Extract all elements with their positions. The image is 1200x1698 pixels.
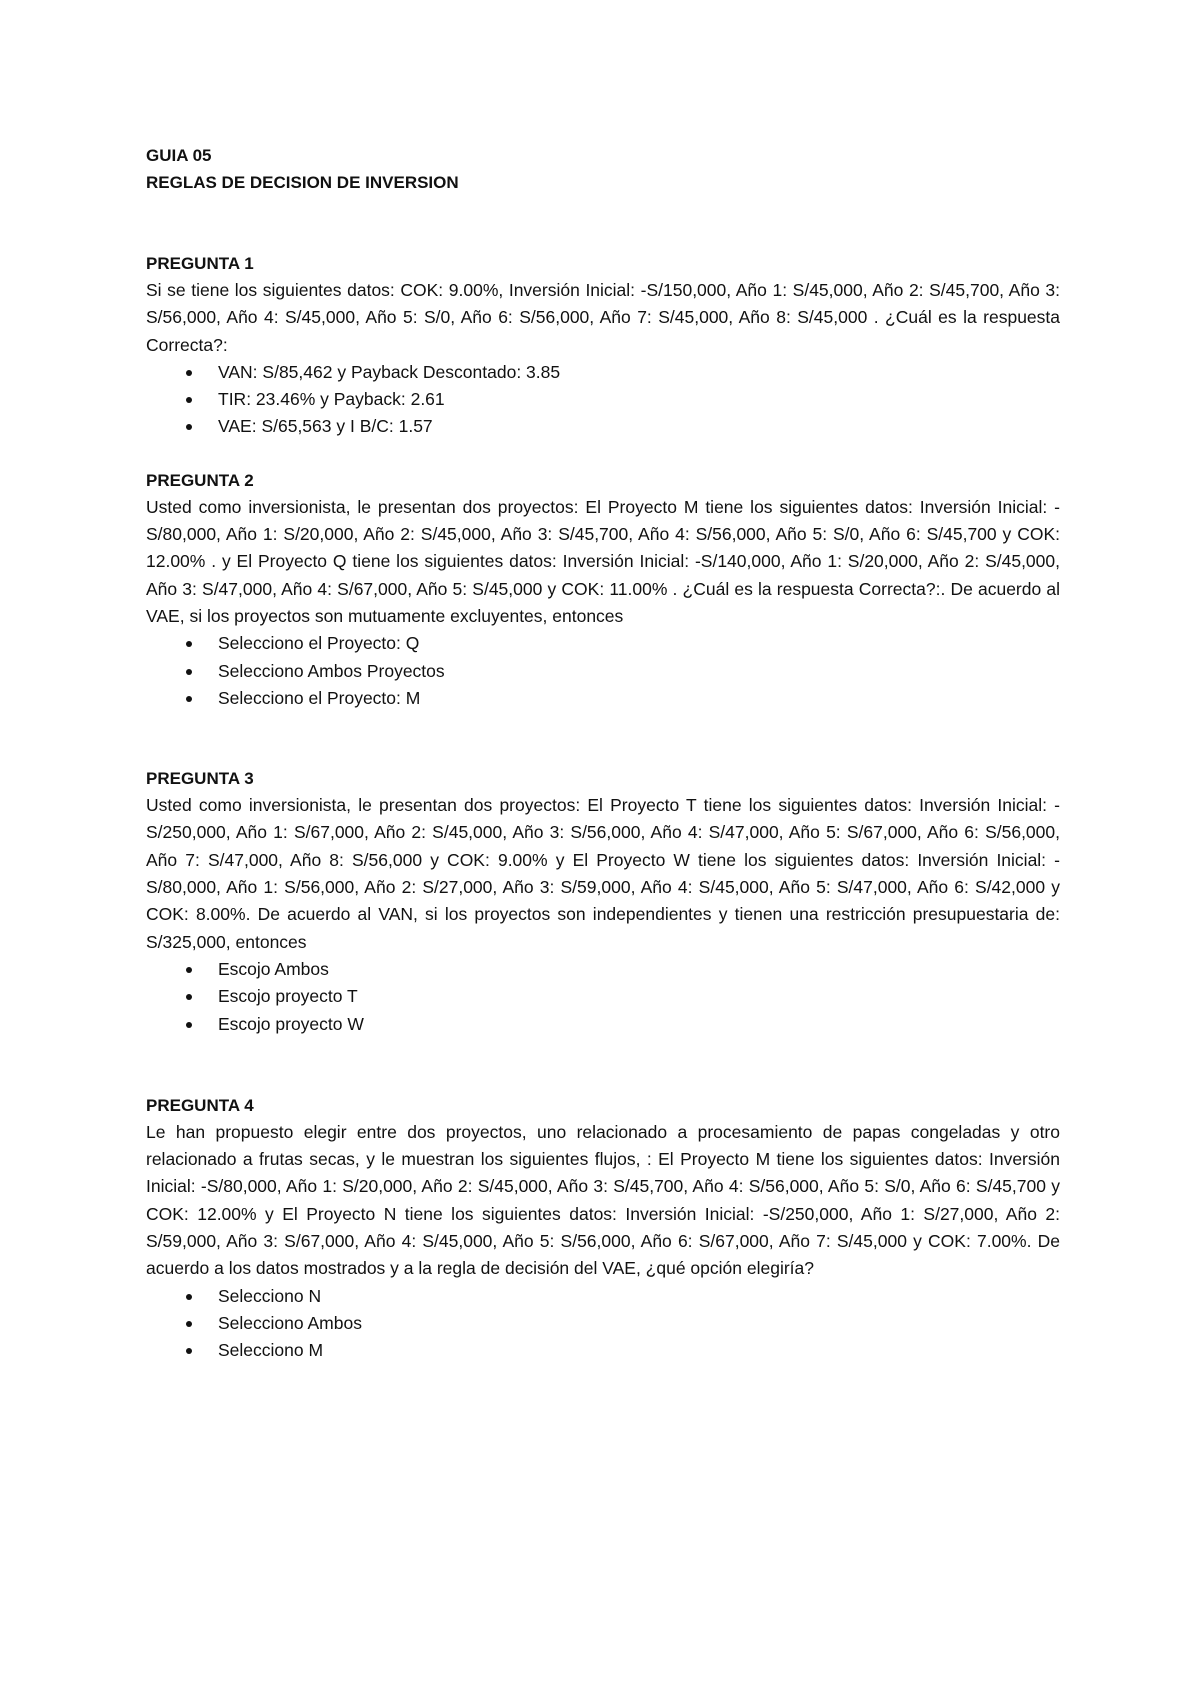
bullet-icon xyxy=(186,1348,192,1354)
question-title: PREGUNTA 4 xyxy=(146,1095,254,1115)
question-text: Si se tiene los siguientes datos: COK: 9.00%, Inversión Inicial: -S/150,000, Año 1: S/45,000, Año 2: S/45,700, Año 3: S/56,000, Año 4: S/45,000, Año 5: S/0, Año 6: S/56,000, Año 7: S/45,000, Año 8: S/45,000 . ¿Cuál es la respuesta Correcta?: xyxy=(146,280,1060,355)
bullet-icon xyxy=(186,994,192,1000)
question-3 xyxy=(146,765,1060,1038)
option-item xyxy=(146,1011,1060,1038)
option-label: TIR: 23.46% y Payback: 2.61 xyxy=(218,389,445,410)
bullet-icon xyxy=(186,397,192,403)
bullet-icon xyxy=(186,1022,192,1028)
bullet-icon xyxy=(186,641,192,647)
bullet-icon xyxy=(186,696,192,702)
question-text: Usted como inversionista, le presentan dos proyectos: El Proyecto M tiene los siguientes datos: Inversión Inicial: -S/80,000, Año 1: S/20,000, Año 2: S/45,000, Año 3: S/45,700, Año 4: S/56,000, Año 5: S/0, Año 6: S/45,700 y COK: 12.00% . y El Proyecto Q tiene los siguientes datos: Inversión Inicial: -S/140,000, Año 1: S/20,000, Año 2: S/45,000, Año 3: S/47,000, Año 4: S/67,000, Año 5: S/45,000 y COK: 11.00% . ¿Cuál es la respuesta Correcta?:. De acuerdo al VAE, si los proyectos son mutuamente excluyentes, entonces xyxy=(146,496,1060,626)
option-list xyxy=(146,956,1060,1038)
option-item xyxy=(146,685,1060,712)
option-list xyxy=(146,1283,1060,1365)
question-1 xyxy=(146,250,1060,441)
option-list xyxy=(146,359,1060,441)
bullet-icon xyxy=(186,1321,192,1327)
document-page xyxy=(146,142,1060,1365)
option-item xyxy=(146,359,1060,386)
option-item xyxy=(146,630,1060,657)
option-item xyxy=(146,1337,1060,1364)
question-text: Le han propuesto elegir entre dos proyectos, uno relacionado a procesamiento de papas congeladas y otro relacionado a frutas secas, y le muestran los siguientes flujos, : El Proyecto M tiene los siguientes datos: Inversión Inicial: -S/80,000, Año 1: S/20,000, Año 2: S/45,000, Año 3: S/45,700, Año 4: S/56,000, Año 5: S/0, Año 6: S/45,700 y COK: 12.00% y El Proyecto N tiene los siguientes datos: Inversión Inicial: -S/250,000, Año 1: S/27,000, Año 2: S/59,000, Año 3: S/67,000, Año 4: S/45,000, Año 5: S/56,000, Año 6: S/67,000, Año 7: S/45,000 y COK: 7.00%. De acuerdo a los datos mostrados y a la regla de decisión del VAE, ¿qué opción elegiría? xyxy=(146,1121,1060,1279)
option-label: Selecciono Ambos Proyectos xyxy=(218,660,445,681)
document-title: GUIA 05 xyxy=(146,146,212,165)
option-label: VAE: S/65,563 y I B/C: 1.57 xyxy=(218,416,433,437)
question-title: PREGUNTA 3 xyxy=(146,769,254,789)
option-label: Selecciono el Proyecto: Q xyxy=(218,633,420,654)
option-item xyxy=(146,1283,1060,1310)
bullet-icon xyxy=(186,967,192,973)
question-text: Usted como inversionista, le presentan dos proyectos: El Proyecto T tiene los siguientes datos: Inversión Inicial: -S/250,000, Año 1: S/67,000, Año 2: S/45,000, Año 3: S/56,000, Año 4: S/47,000, Año 5: S/67,000, Año 6: S/56,000, Año 7: S/47,000, Año 8: S/56,000 y COK: 9.00% y El Proyecto W tiene los siguientes datos: Inversión Inicial: -S/80,000, Año 1: S/56,000, Año 2: S/27,000, Año 3: S/59,000, Año 4: S/45,000, Año 5: S/47,000, Año 6: S/42,000 y COK: 8.00%. De acuerdo al VAN, si los proyectos son independientes y tienen una restricción presupuestaria de: S/325,000, entonces xyxy=(146,795,1060,952)
option-label: Selecciono el Proyecto: M xyxy=(218,687,421,708)
bullet-icon xyxy=(186,370,192,376)
question-4 xyxy=(146,1092,1060,1365)
option-label: Selecciono M xyxy=(218,1340,324,1361)
document-subtitle: REGLAS DE DECISION DE INVERSION xyxy=(146,173,459,192)
bullet-icon xyxy=(186,669,192,675)
option-label: Escojo proyecto W xyxy=(218,1013,364,1034)
option-item xyxy=(146,1310,1060,1337)
option-label: Escojo Ambos xyxy=(218,958,329,979)
question-2 xyxy=(146,467,1060,712)
document-header xyxy=(146,142,1060,196)
option-item xyxy=(146,658,1060,685)
option-item xyxy=(146,983,1060,1010)
option-list xyxy=(146,630,1060,712)
option-label: Selecciono N xyxy=(218,1285,322,1306)
option-label: Escojo proyecto T xyxy=(218,986,358,1007)
option-label: VAN: S/85,462 y Payback Descontado: 3.85 xyxy=(218,361,561,382)
question-title: PREGUNTA 1 xyxy=(146,254,254,273)
question-title: PREGUNTA 2 xyxy=(146,470,254,490)
option-item xyxy=(146,386,1060,413)
option-label: Selecciono Ambos xyxy=(218,1312,362,1333)
bullet-icon xyxy=(186,424,192,430)
bullet-icon xyxy=(186,1294,192,1300)
option-item xyxy=(146,956,1060,983)
option-item xyxy=(146,413,1060,440)
